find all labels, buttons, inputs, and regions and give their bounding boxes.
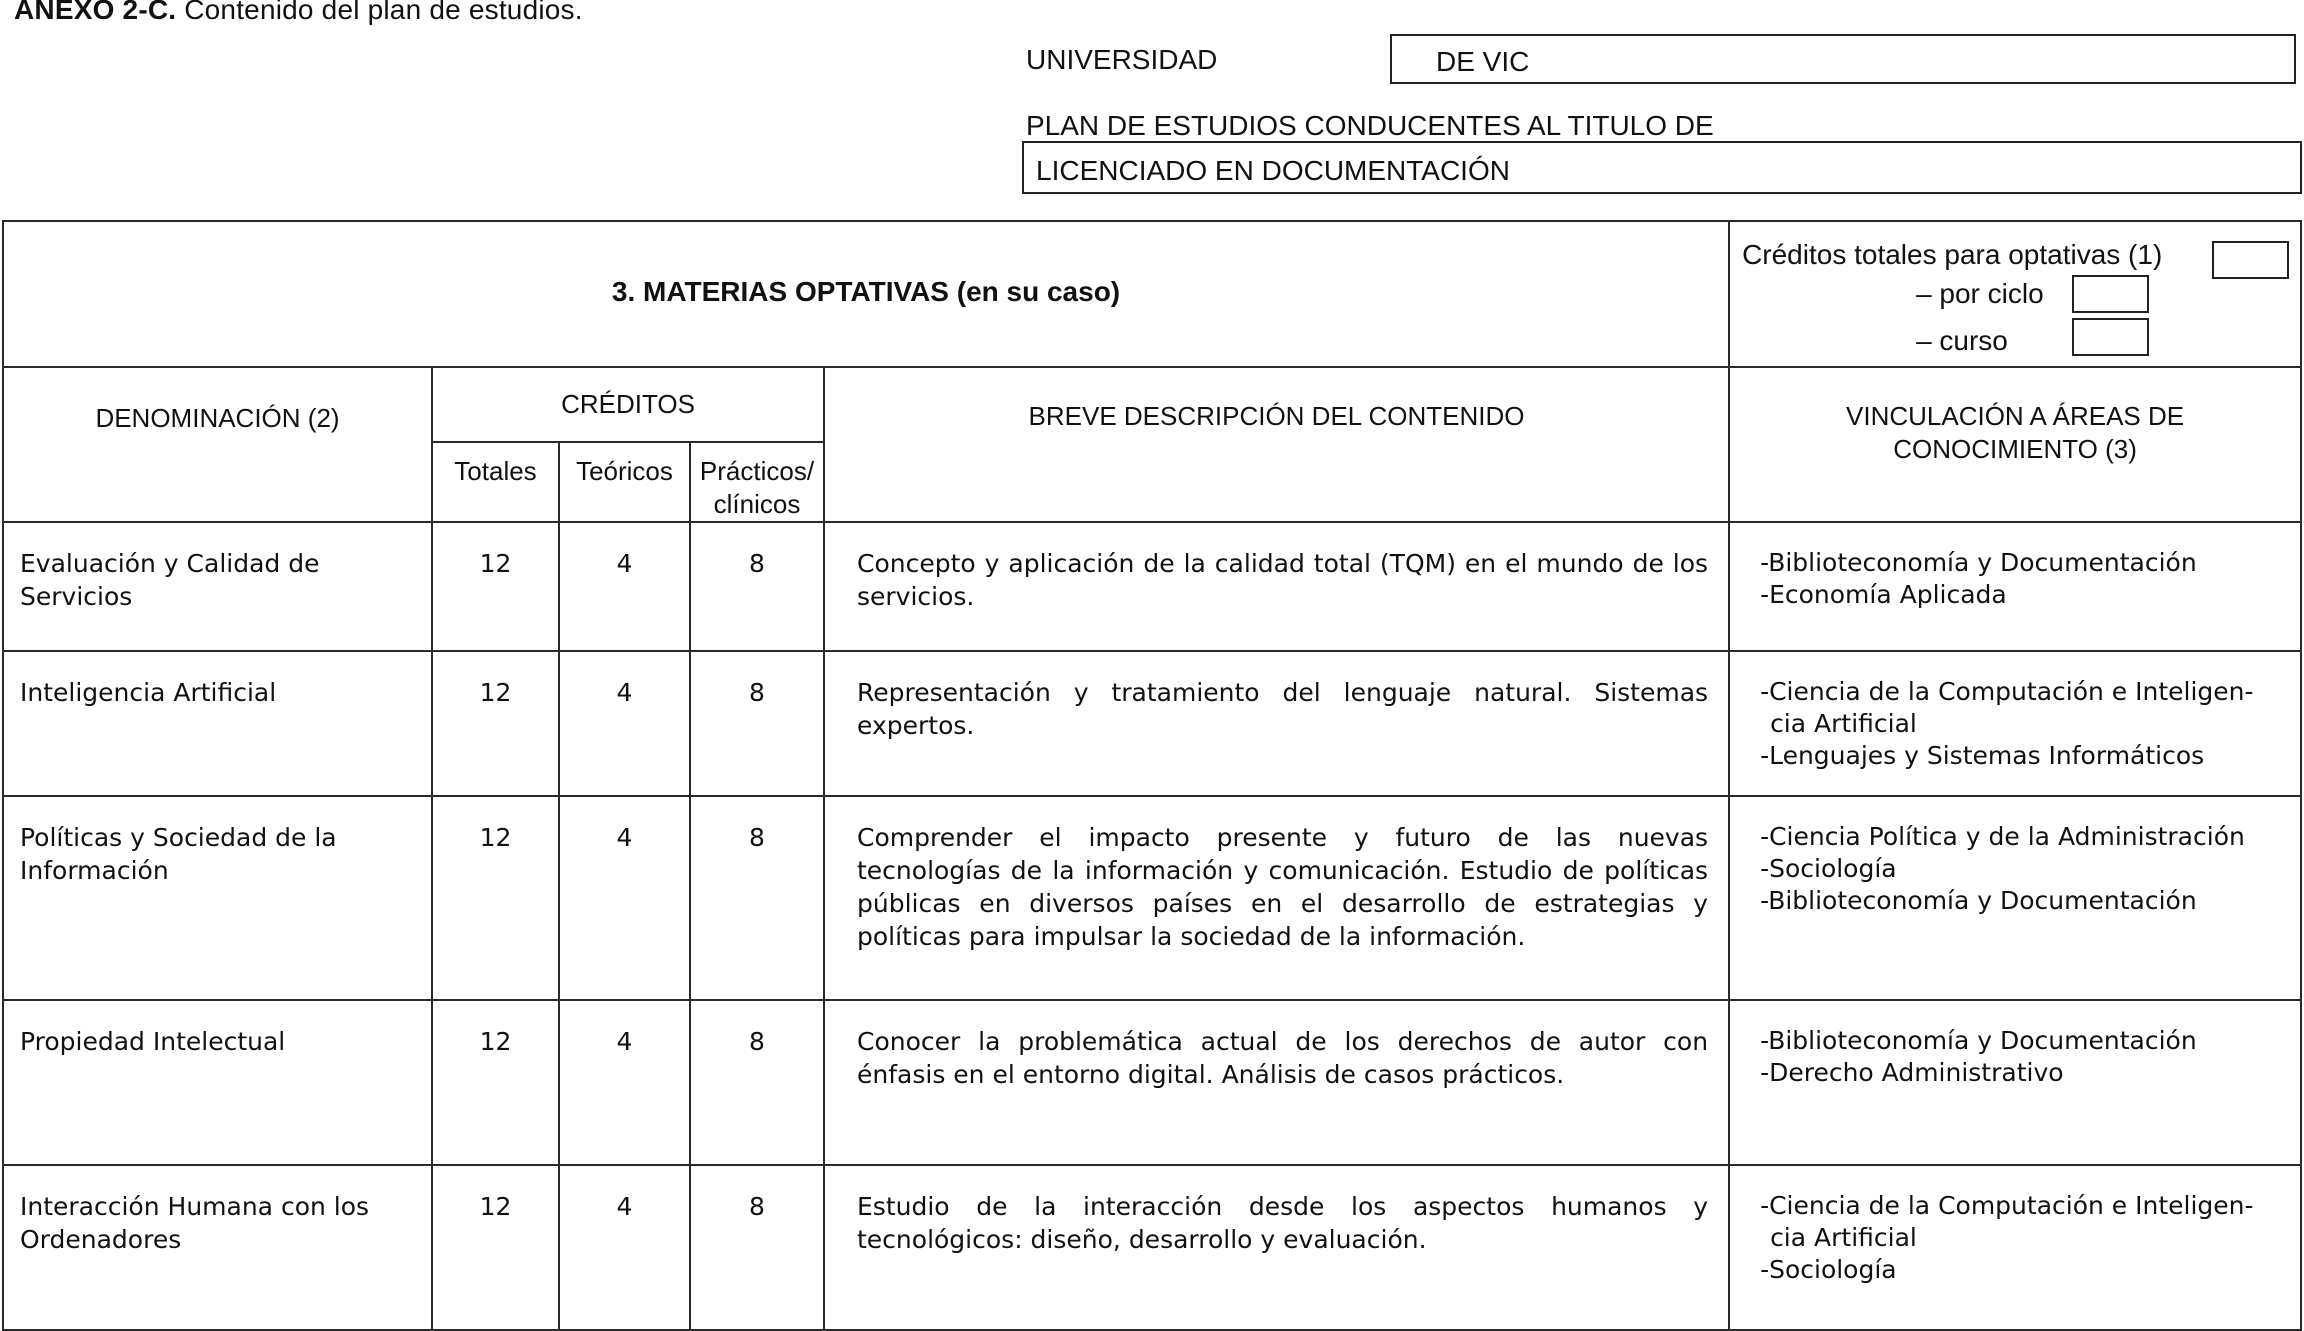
area-item: -Biblioteconomía y Documentación [1760, 548, 2197, 577]
table-row [3, 1165, 2301, 1330]
column-header-practice: Prácticos/ clínicos [690, 442, 824, 522]
knowledge-areas [1729, 522, 2301, 651]
credits-theory: 4 [559, 651, 690, 796]
credits-totals: 12 [432, 651, 559, 796]
per-cycle-label: – por ciclo [1916, 278, 2044, 309]
plan-field [1022, 141, 2302, 194]
knowledge-areas [1729, 1165, 2301, 1330]
area-item: -Derecho Administrativo [1760, 1058, 2064, 1087]
credits-practice: 8 [690, 651, 824, 796]
area-item: -Biblioteconomía y Documentación [1760, 1026, 2197, 1055]
optional-subjects-table [2, 220, 2302, 1331]
credits-totals: 12 [432, 522, 559, 651]
area-item: -Sociología [1760, 854, 1897, 883]
credits-practice: 8 [690, 522, 824, 651]
column-header-totals: Totales [432, 442, 559, 522]
per-course-label: – curso [1916, 325, 2008, 356]
per-cycle-field[interactable] [2072, 275, 2149, 313]
university-value: DE VIC [1436, 46, 1530, 77]
table-row [3, 1000, 2301, 1165]
annex-title: Contenido del plan de estudios. [184, 0, 583, 25]
university-label: UNIVERSIDAD [1026, 44, 1218, 75]
area-item: -Lenguajes y Sistemas Informáticos [1760, 741, 2205, 770]
credits-total-field[interactable] [2212, 241, 2289, 279]
plan-label: PLAN DE ESTUDIOS CONDUCENTES AL TITULO DE [1026, 110, 1714, 141]
table-row [3, 522, 2301, 651]
area-item: -Ciencia Política y de la Administración [1760, 822, 2245, 851]
subject-description: Representación y tratamiento del lenguaje natural. Sistemas expertos. [824, 651, 1729, 796]
area-item: -Ciencia de la Computación e Inteligen- [1760, 677, 2254, 706]
section-title: 3. MATERIAS OPTATIVAS (en su caso) [611, 276, 1121, 307]
credits-totals: 12 [432, 1165, 559, 1330]
subject-name: Interacción Humana con los Ordenadores [3, 1165, 432, 1330]
annex-number: ANEXO 2-C. [14, 0, 177, 25]
area-item: cia Artificial [1770, 709, 1917, 738]
credits-summary-cell [1729, 221, 2301, 367]
table-row [3, 796, 2301, 1000]
credits-theory: 4 [559, 1000, 690, 1165]
knowledge-areas [1729, 1000, 2301, 1165]
subject-description: Estudio de la interacción desde los aspectos humanos y tecnológicos: diseño, desarrollo y evaluación. [824, 1165, 1729, 1330]
area-item: -Ciencia de la Computación e Inteligen- [1760, 1191, 2254, 1220]
column-header-theory: Teóricos [559, 442, 690, 522]
credits-practice: 8 [690, 1165, 824, 1330]
credits-theory: 4 [559, 1165, 690, 1330]
credits-totals: 12 [432, 796, 559, 1000]
credits-totals: 12 [432, 1000, 559, 1165]
knowledge-areas [1729, 796, 2301, 1000]
column-header-description: BREVE DESCRIPCIÓN DEL CONTENIDO [824, 367, 1729, 522]
area-item: cia Artificial [1770, 1223, 1917, 1252]
subject-name: Inteligencia Artificial [3, 651, 432, 796]
subject-name: Evaluación y Calidad de Servicios [3, 522, 432, 651]
credits-practice: 8 [690, 1000, 824, 1165]
area-item: -Sociología [1760, 1255, 1897, 1284]
credits-total-label: Créditos totales para optativas (1) [1742, 239, 2163, 270]
credits-practice: 8 [690, 796, 824, 1000]
subject-description: Conocer la problemática actual de los derechos de autor con énfasis en el entorno digital. Análisis de casos prácticos. [824, 1000, 1729, 1165]
subject-name: Políticas y Sociedad de la Información [3, 796, 432, 1000]
knowledge-areas [1729, 651, 2301, 796]
per-course-field[interactable] [2072, 318, 2149, 356]
plan-value: LICENCIADO EN DOCUMENTACIÓN [1036, 155, 1510, 186]
area-item: -Biblioteconomía y Documentación [1760, 886, 2197, 915]
area-item: -Economía Aplicada [1760, 580, 2007, 609]
subject-description: Comprender el impacto presente y futuro de las nuevas tecnologías de la información y comunicación. Estudio de políticas públicas en diversos países en el desarrollo de estrategias y políticas para impulsar la sociedad de la información. [824, 796, 1729, 1000]
column-header-areas: VINCULACIÓN A ÁREAS DE CONOCIMIENTO (3) [1729, 367, 2301, 522]
university-field [1390, 34, 2296, 84]
subject-description: Concepto y aplicación de la calidad total (TQM) en el mundo de los servicios. [824, 522, 1729, 651]
credits-theory: 4 [559, 796, 690, 1000]
column-header-credits: CRÉDITOS [432, 367, 824, 442]
annex-heading [14, 0, 583, 26]
section-title-cell [3, 221, 1729, 367]
table-row [3, 651, 2301, 796]
subject-name: Propiedad Intelectual [3, 1000, 432, 1165]
credits-theory: 4 [559, 522, 690, 651]
column-header-name: DENOMINACIÓN (2) [3, 367, 432, 522]
